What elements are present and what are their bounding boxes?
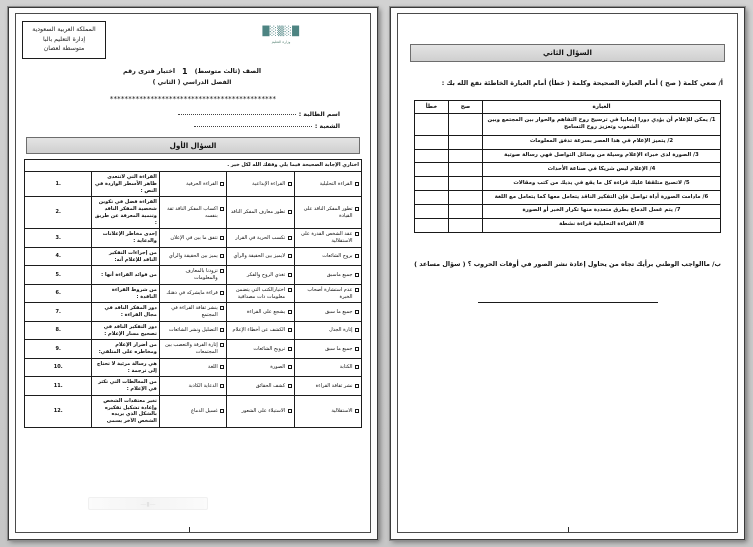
mcq-question-text: من فوائد القراءة أنها : xyxy=(92,266,159,285)
true-false-row xyxy=(415,149,721,163)
mcq-option-cell[interactable] xyxy=(294,172,361,197)
school-info-line-3: متوسطة لعصان xyxy=(43,45,85,53)
checkbox-icon[interactable] xyxy=(220,291,224,295)
checkbox-icon[interactable] xyxy=(355,409,359,413)
checkbox-icon[interactable] xyxy=(355,365,359,369)
mcq-row xyxy=(25,303,362,322)
mcq-option-cell[interactable] xyxy=(159,377,226,396)
mcq-question-number: 8. xyxy=(25,321,92,340)
page-one-content-frame xyxy=(15,13,371,533)
true-false-statement: 6/ مادامت الصورة أداة تواصل فإن التفكير الناقد يتعامل معها كما يتعامل مع اللغة xyxy=(483,191,721,205)
mcq-option[interactable] xyxy=(162,290,224,297)
mcq-question-text: من شروط القراءة الناقدة : xyxy=(92,284,159,303)
mcq-option[interactable] xyxy=(229,272,291,279)
mcq-option-label: عدم استشارة أصحاب الخبرة xyxy=(307,286,353,300)
mcq-row xyxy=(25,172,362,197)
true-false-statement: 2/ يتميز الإعلام في هذا العصر بسرعة تدفق المعلومات xyxy=(483,135,721,149)
mcq-option-label: يشجع على القراءة xyxy=(246,308,286,315)
mcq-row xyxy=(25,197,362,229)
mcq-option[interactable] xyxy=(229,346,291,353)
true-false-statement: 4/ الإعلام ليس شريكا في صناعة الأحداث xyxy=(483,163,721,177)
mcq-option[interactable] xyxy=(229,235,291,242)
mcq-question-text: تغير معتقدات الشخص وإعادة تشكيل تفكيره بالشكل الذي يريده الشخص الآخر يسمى xyxy=(92,395,159,427)
mcq-option-label: كشف الحقائق xyxy=(255,382,286,389)
mcq-option-cell[interactable] xyxy=(227,266,294,285)
mcq-option-cell[interactable] xyxy=(159,197,226,229)
mcq-row xyxy=(25,266,362,285)
section-dotted-line[interactable] xyxy=(194,126,312,127)
mcq-question-text: من المغالطات التي تكثر في الإعلام : xyxy=(92,377,159,396)
mcq-option-cell[interactable] xyxy=(294,303,361,322)
mcq-option-label: إثارة الجدل xyxy=(329,327,353,334)
checkbox-icon[interactable] xyxy=(220,409,224,413)
exam-title-prefix: اختبار فترى رقم xyxy=(122,67,176,76)
mcq-row xyxy=(25,321,362,340)
true-answer-cell[interactable] xyxy=(449,191,483,205)
mcq-question-number: 10. xyxy=(25,358,92,377)
school-info-line-1: المملكة العربية السعودية xyxy=(32,26,96,33)
mcq-question-text: القراءة التي لاتتعدى ظاهر الأسطر الواردة في النص : xyxy=(92,172,159,197)
mcq-option-cell[interactable] xyxy=(227,377,294,396)
checkbox-icon[interactable] xyxy=(220,236,224,240)
checkbox-icon[interactable] xyxy=(355,384,359,388)
exam-title xyxy=(26,67,358,76)
mcq-option-label: ينشر ثقافة القراءة في المجتمع xyxy=(171,305,218,319)
true-false-row xyxy=(415,191,721,205)
mcq-option-label: جميع ما سبق xyxy=(325,308,353,315)
mcq-option-label: قراءة مايشركه في ذهنك xyxy=(166,290,218,297)
true-false-row xyxy=(415,218,721,232)
mcq-question-number: 12. xyxy=(25,395,92,427)
question-two-bar: السؤال الثاني xyxy=(410,44,725,62)
mcq-option-cell[interactable] xyxy=(159,340,226,359)
mcq-option[interactable] xyxy=(297,383,359,390)
exam-term-line: الفصل الدراسي ( الثاني ) xyxy=(152,78,232,86)
true-answer-cell[interactable] xyxy=(449,114,483,136)
true-false-row xyxy=(415,135,721,149)
true-answer-cell[interactable] xyxy=(449,177,483,191)
mcq-question-text: هي رسالة مرئية لا تحتاج إلى ترجمة : xyxy=(92,358,159,377)
mcq-option-label: الدعاية الكاذبة xyxy=(188,382,218,389)
true-false-statement: 3/ الصورة لدى خبراء الإعلام وسيلة من وسائل التواصل فهي رسالة صوتية xyxy=(483,149,721,163)
mcq-option-cell[interactable] xyxy=(227,340,294,359)
mcq-option[interactable] xyxy=(297,346,359,353)
part-b-answer-line[interactable] xyxy=(478,302,658,303)
true-false-table-wrapper xyxy=(414,100,721,233)
checkbox-icon[interactable] xyxy=(288,254,292,258)
exam-title-suffix: الصف (ثالث متوسط) xyxy=(194,67,262,76)
mcq-row xyxy=(25,395,362,427)
mcq-option[interactable] xyxy=(297,327,359,334)
mcq-option-label: الكشف عن أخطاء الإعلام xyxy=(232,327,286,334)
mcq-option-cell[interactable] xyxy=(227,358,294,377)
false-answer-cell[interactable] xyxy=(415,114,449,136)
header-statement: العبارة xyxy=(483,100,721,114)
mcq-question-text: دور التفكير الناقد في تصحيح مسار الإعلام : xyxy=(92,321,159,340)
mcq-row xyxy=(25,358,362,377)
mcq-option-cell[interactable] xyxy=(159,284,226,303)
checkbox-icon[interactable] xyxy=(220,306,224,310)
checkbox-icon[interactable] xyxy=(355,273,359,277)
mcq-option-label: القراءة التحليلية xyxy=(319,180,353,187)
mcq-option-cell[interactable] xyxy=(227,395,294,427)
mcq-option-cell[interactable] xyxy=(227,229,294,248)
mcq-option[interactable] xyxy=(162,408,224,415)
checkbox-icon[interactable] xyxy=(355,232,359,236)
true-answer-cell[interactable] xyxy=(449,163,483,177)
mcq-option[interactable] xyxy=(229,181,291,188)
true-false-statement: 7/ يتم غسل الدماغ بطرق متعددة منها تكرار الخبر أو الصورة xyxy=(483,204,721,218)
checkbox-icon[interactable] xyxy=(288,182,292,186)
mcq-option[interactable] xyxy=(297,408,359,415)
mcq-option-cell[interactable] xyxy=(294,247,361,266)
mcq-option-label: تتفق ما بين في الإعلان xyxy=(170,234,218,241)
mcq-option-cell[interactable] xyxy=(227,197,294,229)
mcq-option-cell[interactable] xyxy=(227,172,294,197)
mcq-question-number: 4. xyxy=(25,247,92,266)
mcq-option-label: القراءة الحرفية xyxy=(186,180,218,187)
checkbox-icon[interactable] xyxy=(355,207,359,211)
page-one-bottom-tick xyxy=(189,527,190,532)
true-false-head xyxy=(415,100,721,114)
false-answer-cell[interactable] xyxy=(415,177,449,191)
student-name-dotted-line[interactable] xyxy=(178,114,296,115)
mcq-option-cell[interactable] xyxy=(227,321,294,340)
true-answer-cell[interactable] xyxy=(449,218,483,232)
mcq-question-number: 7. xyxy=(25,303,92,322)
checkbox-icon[interactable] xyxy=(220,254,224,258)
mcq-option-cell[interactable] xyxy=(294,395,361,427)
checkbox-icon[interactable] xyxy=(288,288,292,292)
checkbox-icon[interactable] xyxy=(288,210,292,214)
mcq-instruction: اختاري الإجابة الصحيحة فيما يلي وفقك الله لكل خير . xyxy=(25,160,362,172)
mcq-option[interactable] xyxy=(229,209,291,216)
true-false-header-row xyxy=(415,100,721,114)
mcq-option-cell[interactable] xyxy=(159,303,226,322)
mcq-option-cell[interactable] xyxy=(159,321,226,340)
true-false-row xyxy=(415,177,721,191)
mcq-option-label: تطور المفكر الناقد على القيادة xyxy=(303,206,353,219)
false-answer-cell[interactable] xyxy=(415,218,449,232)
mcq-option[interactable] xyxy=(297,272,359,279)
mcq-option[interactable] xyxy=(162,181,224,188)
true-false-table xyxy=(414,100,721,233)
mcq-option-label: الصورة xyxy=(270,364,286,371)
mcq-option-cell[interactable] xyxy=(159,172,226,197)
mcq-option-label: اكساب المفكر الناقد ثقة بنفسه xyxy=(167,206,218,219)
mcq-option-cell[interactable] xyxy=(227,247,294,266)
question-one-bar: السؤال الأول xyxy=(26,137,360,155)
checkbox-icon[interactable] xyxy=(220,269,224,273)
checkbox-icon[interactable] xyxy=(288,328,292,332)
mcq-option-label: تغذي الروح والفكر xyxy=(246,271,286,278)
school-info-line-2: إدارة التعليم بالبا xyxy=(42,35,86,43)
mcq-option[interactable] xyxy=(229,253,291,260)
mcq-option[interactable] xyxy=(297,253,359,260)
true-false-statement: 5/ لاتصبح متلقفا عليك قراءة كل ما يقع في يديك من كتب ومقالات xyxy=(483,177,721,191)
checkbox-icon[interactable] xyxy=(220,365,224,369)
false-answer-cell[interactable] xyxy=(415,191,449,205)
checkbox-icon[interactable] xyxy=(355,288,359,292)
mcq-option-label: اختيارالكتب التي يتضمن معلومات ذات مصداقية xyxy=(235,286,286,300)
mcq-option-cell[interactable] xyxy=(294,321,361,340)
page-header xyxy=(16,14,370,59)
checkbox-icon[interactable] xyxy=(288,273,292,277)
header-true: صح xyxy=(449,100,483,114)
mcq-row xyxy=(25,377,362,396)
mcq-option-label: عقد الشخص القدرة على الاستقلالية xyxy=(300,231,353,245)
mcq-option[interactable] xyxy=(162,268,224,282)
mcq-table xyxy=(24,159,362,428)
mcq-option-label: التضليل ونشر الشائعات xyxy=(168,327,218,334)
mcq-option-label: جميع ما سبق xyxy=(325,345,353,352)
mcq-row xyxy=(25,340,362,359)
checkbox-icon[interactable] xyxy=(355,328,359,332)
checkbox-icon[interactable] xyxy=(288,310,292,314)
mcq-option-cell[interactable] xyxy=(294,358,361,377)
mcq-option-cell[interactable] xyxy=(227,303,294,322)
true-answer-cell[interactable] xyxy=(449,204,483,218)
mcq-option[interactable] xyxy=(297,287,359,301)
student-name-field[interactable] xyxy=(36,111,340,118)
mcq-question-number: 6. xyxy=(25,284,92,303)
student-name-label: اسم الطالبة : xyxy=(298,110,340,118)
mcq-option[interactable] xyxy=(297,364,359,371)
exam-page-two xyxy=(390,7,745,540)
mcq-option[interactable] xyxy=(162,364,224,371)
mcq-option[interactable] xyxy=(162,206,224,220)
student-fields xyxy=(36,111,340,130)
checkbox-icon[interactable] xyxy=(355,182,359,186)
part-b-prompt: ب/ ماالواجب الوطني برأيك تجاه من يحاول إعادة نشر الصور في أوقات الحروب ؟ ( سؤال مساعد ) xyxy=(414,259,721,268)
checkbox-icon[interactable] xyxy=(355,254,359,258)
checkbox-icon[interactable] xyxy=(288,384,292,388)
checkbox-icon[interactable] xyxy=(220,328,224,332)
mcq-question-number: 5. xyxy=(25,266,92,285)
mcq-option-label: لايميز بين الحقيقة والرأي xyxy=(233,253,286,260)
mcq-table-wrapper xyxy=(24,159,362,428)
true-false-statement: 8/ القراءة التحليلية قراءة نشطة xyxy=(483,218,721,232)
mcq-row xyxy=(25,229,362,248)
true-false-row xyxy=(415,114,721,136)
mcq-question-text: من أضرار الإعلام ومخاطره على المتلقي: xyxy=(92,340,159,359)
exam-page-one xyxy=(8,7,378,540)
mcq-option[interactable] xyxy=(162,235,224,242)
mcq-table-body xyxy=(25,160,362,428)
mcq-option[interactable] xyxy=(162,327,224,334)
false-answer-cell[interactable] xyxy=(415,135,449,149)
mcq-question-number: 1. xyxy=(25,172,92,197)
mcq-question-number: 3. xyxy=(25,229,92,248)
mcq-option[interactable] xyxy=(229,309,291,316)
mcq-option-label: ترويج الشائعات xyxy=(253,345,286,352)
page-two-bottom-tick xyxy=(568,527,569,532)
mcq-option[interactable] xyxy=(297,206,359,220)
mcq-option-label: تكسب الحرية في القرار xyxy=(235,234,286,241)
mcq-option-cell[interactable] xyxy=(294,266,361,285)
mcq-option[interactable] xyxy=(162,342,224,356)
mcq-option[interactable] xyxy=(297,231,359,245)
mcq-option-cell[interactable] xyxy=(227,284,294,303)
school-info-box xyxy=(22,21,106,59)
mcq-option-cell[interactable] xyxy=(294,197,361,229)
checkbox-icon[interactable] xyxy=(220,182,224,186)
mcq-instruction-row xyxy=(25,160,362,172)
checkbox-icon[interactable] xyxy=(288,365,292,369)
mcq-option-label: القراءة الإبداعية xyxy=(252,180,286,187)
false-answer-cell[interactable] xyxy=(415,149,449,163)
mcq-option-label: غسيل الدماغ xyxy=(191,407,218,414)
checkbox-icon[interactable] xyxy=(220,343,224,347)
mcq-option-cell[interactable] xyxy=(159,266,226,285)
checkbox-icon[interactable] xyxy=(220,207,224,211)
checkbox-icon[interactable] xyxy=(288,347,292,351)
true-answer-cell[interactable] xyxy=(449,149,483,163)
mcq-option-label: الاستيلاء على الشعور xyxy=(241,407,286,414)
mcq-option-label: تزودنا بالمعارف والمعلومات xyxy=(185,268,218,282)
logo-caption: وزارة التعليم xyxy=(271,40,291,44)
mcq-question-number: 11. xyxy=(25,377,92,396)
true-answer-cell[interactable] xyxy=(449,135,483,149)
mcq-option[interactable] xyxy=(162,253,224,260)
true-false-row xyxy=(415,204,721,218)
mcq-option[interactable] xyxy=(162,305,224,319)
checkbox-icon[interactable] xyxy=(220,384,224,388)
checkbox-icon[interactable] xyxy=(355,310,359,314)
mcq-question-number: 9. xyxy=(25,340,92,359)
true-false-prompt: أ/ ضعي كلمة ( صح ) أمام العبارة الصحيحة وكلمة ( خطأ) أمام العبارة الخاطئة نفع الله بك : xyxy=(441,78,723,87)
mcq-option-cell[interactable] xyxy=(294,340,361,359)
mcq-option-label: إثارة الفرقة والتعصب بين المجتمعات xyxy=(165,342,218,356)
mcq-option-label: الكتابة xyxy=(339,364,353,371)
mcq-question-number: 2. xyxy=(25,197,92,229)
mcq-question-text: القراءة فضل في تكوين شخصية المفكر الناقد وتنمية المعرفة عن طريق : xyxy=(92,197,159,229)
mcq-option-label: اللغة xyxy=(208,364,218,371)
mcq-option-cell[interactable] xyxy=(159,358,226,377)
false-answer-cell[interactable] xyxy=(415,204,449,218)
checkbox-icon[interactable] xyxy=(355,347,359,351)
mcq-option-cell[interactable] xyxy=(294,377,361,396)
mcq-option[interactable] xyxy=(297,309,359,316)
mcq-option[interactable] xyxy=(162,383,224,390)
mcq-option-label: جميع ماسبق xyxy=(326,271,353,278)
false-answer-cell[interactable] xyxy=(415,163,449,177)
mcq-question-text: إحدى مخاطر الإعلانات والدعاية : xyxy=(92,229,159,248)
separator-line: ********************************************* xyxy=(109,94,277,103)
section-label: الشعبة : xyxy=(314,122,340,130)
section-field[interactable] xyxy=(36,123,340,130)
logo-glyph: █░▒░█ xyxy=(262,27,300,37)
mcq-option[interactable] xyxy=(229,364,291,371)
mcq-option-label: نشر ثقافة القراءة xyxy=(315,382,353,389)
mcq-question-text: دور المفكر الناقد في مجال القراءة : xyxy=(92,303,159,322)
mcq-option-cell[interactable] xyxy=(159,395,226,427)
mcq-option-label: يميز بين الحقيقة والرأي xyxy=(168,253,218,260)
true-false-row xyxy=(415,163,721,177)
mcq-option-label: تطور معارف المفكر الناقد xyxy=(230,209,286,216)
mcq-option-cell[interactable] xyxy=(159,229,226,248)
mcq-row xyxy=(25,284,362,303)
mcq-option[interactable] xyxy=(229,287,291,301)
mcq-option[interactable] xyxy=(297,181,359,188)
mcq-question-text: من إجراءات التفكير الناقد للإعلام أنه: xyxy=(92,247,159,266)
header-false: خطأ xyxy=(415,100,449,114)
mcq-option-label: بروج الشائعات xyxy=(322,253,353,260)
mcq-option-cell[interactable] xyxy=(159,247,226,266)
mcq-option-cell[interactable] xyxy=(294,284,361,303)
mcq-option[interactable] xyxy=(229,408,291,415)
scan-watermark: —▮— xyxy=(88,497,208,510)
true-false-statement: 1/ يمكن للإعلام أن يؤدي دورا إيجابيا في ترسيخ روح التفاهم والحوار بين المجتمع وبين الشعوب وتعزيز روح التسامح xyxy=(483,114,721,136)
mcq-row xyxy=(25,247,362,266)
exam-title-number: 1 xyxy=(182,66,188,76)
checkbox-icon[interactable] xyxy=(288,236,292,240)
mcq-option-cell[interactable] xyxy=(294,229,361,248)
true-false-body xyxy=(415,114,721,232)
page-two-content-frame xyxy=(397,13,738,533)
mcq-option-label: الاستقلالية xyxy=(331,407,353,414)
mcq-option[interactable] xyxy=(229,327,291,334)
mcq-option[interactable] xyxy=(229,383,291,390)
ministry-logo-icon xyxy=(258,20,304,52)
checkbox-icon[interactable] xyxy=(288,409,292,413)
